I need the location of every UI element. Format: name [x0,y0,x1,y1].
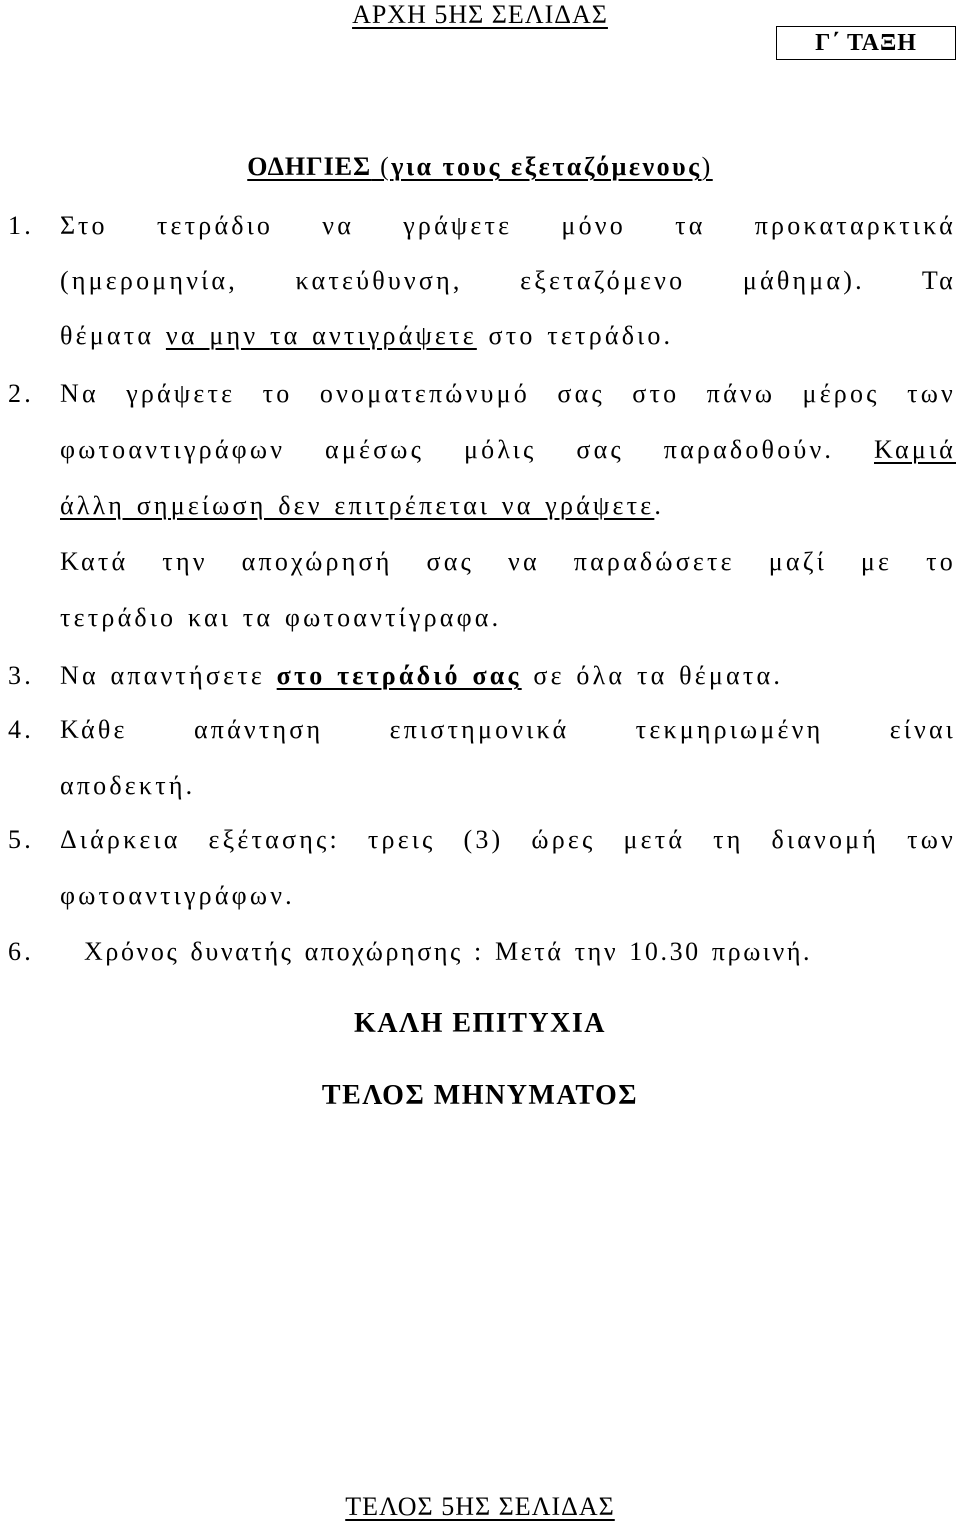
item-1-line-3-c: στο τετράδιο. [476,321,674,350]
class-box [776,26,956,60]
item-3-text-a: Να απαντήσετε [60,661,277,690]
instructions-title-sub: για τους εξεταζόμενους [391,152,702,181]
item-3-number: 3. [8,661,34,690]
item-1-number: 1. [8,211,34,240]
item-5-line-1: Διάρκεια εξέτασης: τρεις (3) ώρες μετά τη διανομή των [60,825,956,854]
item-2-line-2 [60,435,956,465]
item-2-line-3-b: . [654,491,665,520]
item-4-number: 4. [8,715,34,744]
item-2-number: 2. [8,379,34,408]
item-2-line-5: τετράδιο και τα φωτοαντίγραφα. [60,603,502,632]
item-2-line-2-b: Καμιά [874,435,956,464]
closing-good-luck: ΚΑΛΗ ΕΠΙΤΥΧΙΑ [354,1008,606,1039]
item-2-no-notes-emphasis: άλλη σημείωση δεν επιτρέπεται να γράψετε [60,491,655,520]
instructions-title [0,152,960,182]
item-5-number: 5. [8,825,34,854]
instructions-title-main: ΟΔΗΓΙΕΣ [247,152,372,181]
page-header-label: ΑΡΧΗ 5ΗΣ ΣΕΛΙΔΑΣ [352,0,608,29]
item-6-number: 6. [8,937,34,966]
item-2-line-1: Να γράψετε το ονοματεπώνυμό σας στο πάνω μέρος των [60,379,956,408]
item-2-line-2-a: φωτοαντιγράφων αμέσως μόλις σας παραδοθούν. [60,435,874,464]
item-1-line-3 [60,321,673,351]
item-4-line-1: Κάθε απάντηση επιστημονικά τεκμηριωμένη είναι [60,715,956,744]
item-2-line-4: Κατά την αποχώρησή σας να παραδώσετε μαζί με το [60,547,956,576]
item-6-text: Χρόνος δυνατής αποχώρησης : Μετά την 10.30 πρωινή. [84,937,813,966]
item-1-no-copy-emphasis: να μην τα αντιγράψετε [165,321,477,350]
page-footer-label: ΤΕΛΟΣ 5ΗΣ ΣΕΛΙΔΑΣ [345,1492,615,1521]
item-1-line-2: (ημερομηνία, κατεύθυνση, εξεταζόμενο μάθημα). Τα [60,266,956,295]
item-3-notebook-emphasis: στο τετράδιό σας [276,661,522,690]
item-3-text-c: σε όλα τα θέματα. [521,661,784,690]
item-5-line-2: φωτοαντιγράφων. [60,881,295,910]
item-1-line-1: Στο τετράδιο να γράψετε μόνο τα προκαταρκτικά [60,211,956,240]
instructions-title-open: ( [371,152,392,181]
closing-end-message: ΤΕΛΟΣ ΜΗΝΥΜΑΤΟΣ [321,1080,639,1111]
item-2-line-3 [60,491,664,521]
item-4-line-2: αποδεκτή. [60,771,196,800]
item-3-text [60,661,783,691]
class-label: Γ΄ ΤΑΞΗ [815,30,917,56]
instructions-title-close: ) [701,152,713,181]
item-1-line-3-a: θέματα [60,321,166,350]
